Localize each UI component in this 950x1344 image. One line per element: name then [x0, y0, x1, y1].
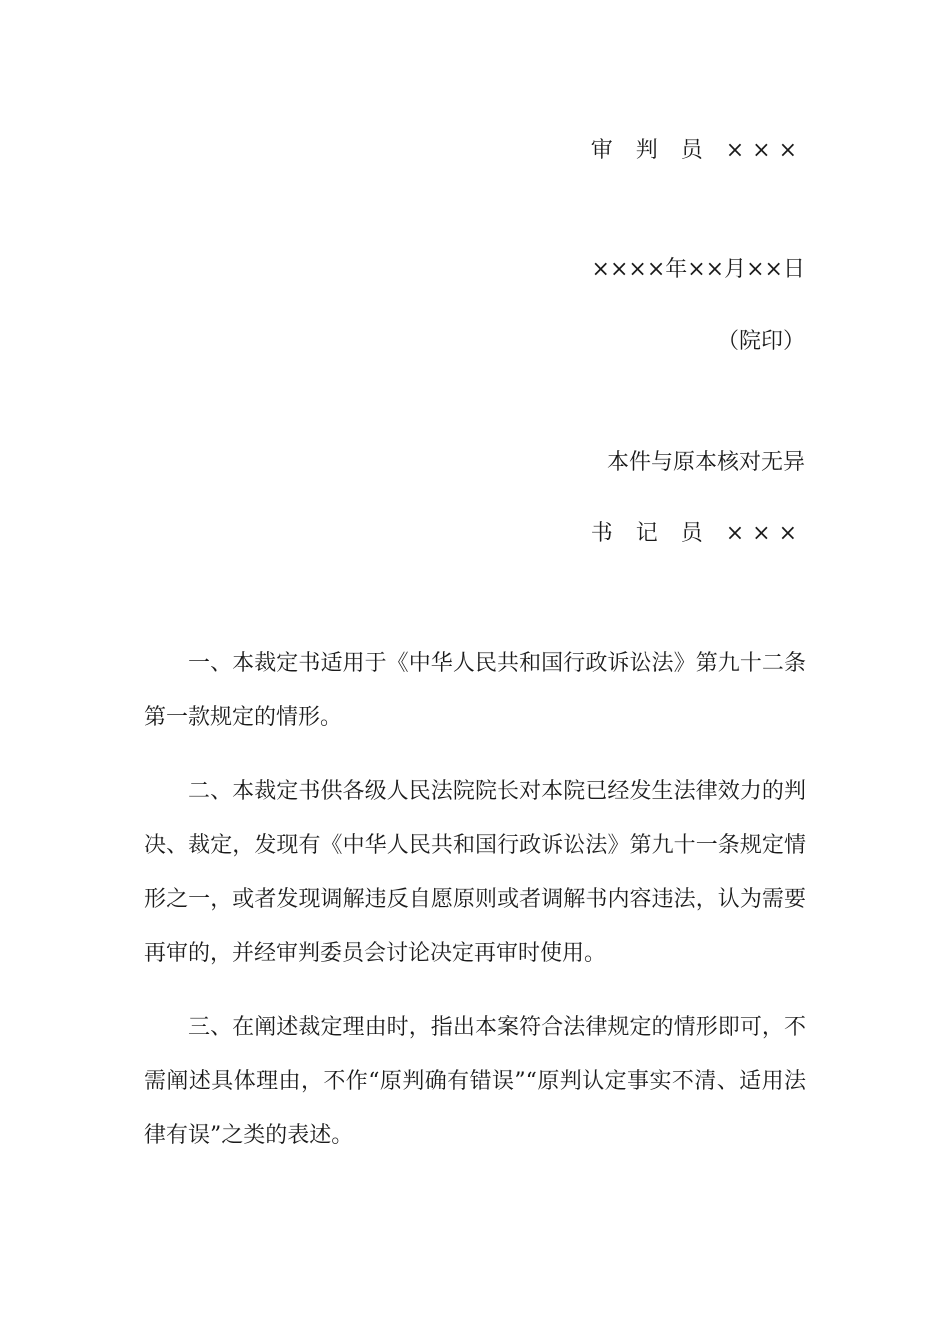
court-seal-line: （院印） — [716, 329, 805, 354]
note-paragraph-2: 二、本裁定书供各级人民法院院长对本院已经发生法律效力的判决、裁定，发现有《中华人民共和国行政诉讼法》第九十一条规定情形之一，或者发现调解违反自愿原则或者调解书内容违法，认为需要再审的，并经审判委员会讨论决定再审时使用。 — [144, 779, 806, 966]
verified-line: 本件与原本核对无异 — [606, 450, 805, 475]
note-paragraph-1: 一、本裁定书适用于《中华人民共和国行政诉讼法》第九十二条第一款规定的情形。 — [144, 651, 806, 730]
judge-signature-line: 审 判 员 ××× — [590, 138, 805, 163]
note-paragraph-3: 三、在阐述裁定理由时，指出本案符合法律规定的情形即可，不需阐述具体理由，不作“原判确有错误”“原判认定事实不清、适用法律有误”之类的表述。 — [144, 1015, 806, 1148]
date-line: ××××年××月××日 — [591, 257, 805, 282]
usage-notes — [144, 637, 806, 1183]
clerk-signature-line: 书 记 员 ××× — [590, 521, 805, 546]
